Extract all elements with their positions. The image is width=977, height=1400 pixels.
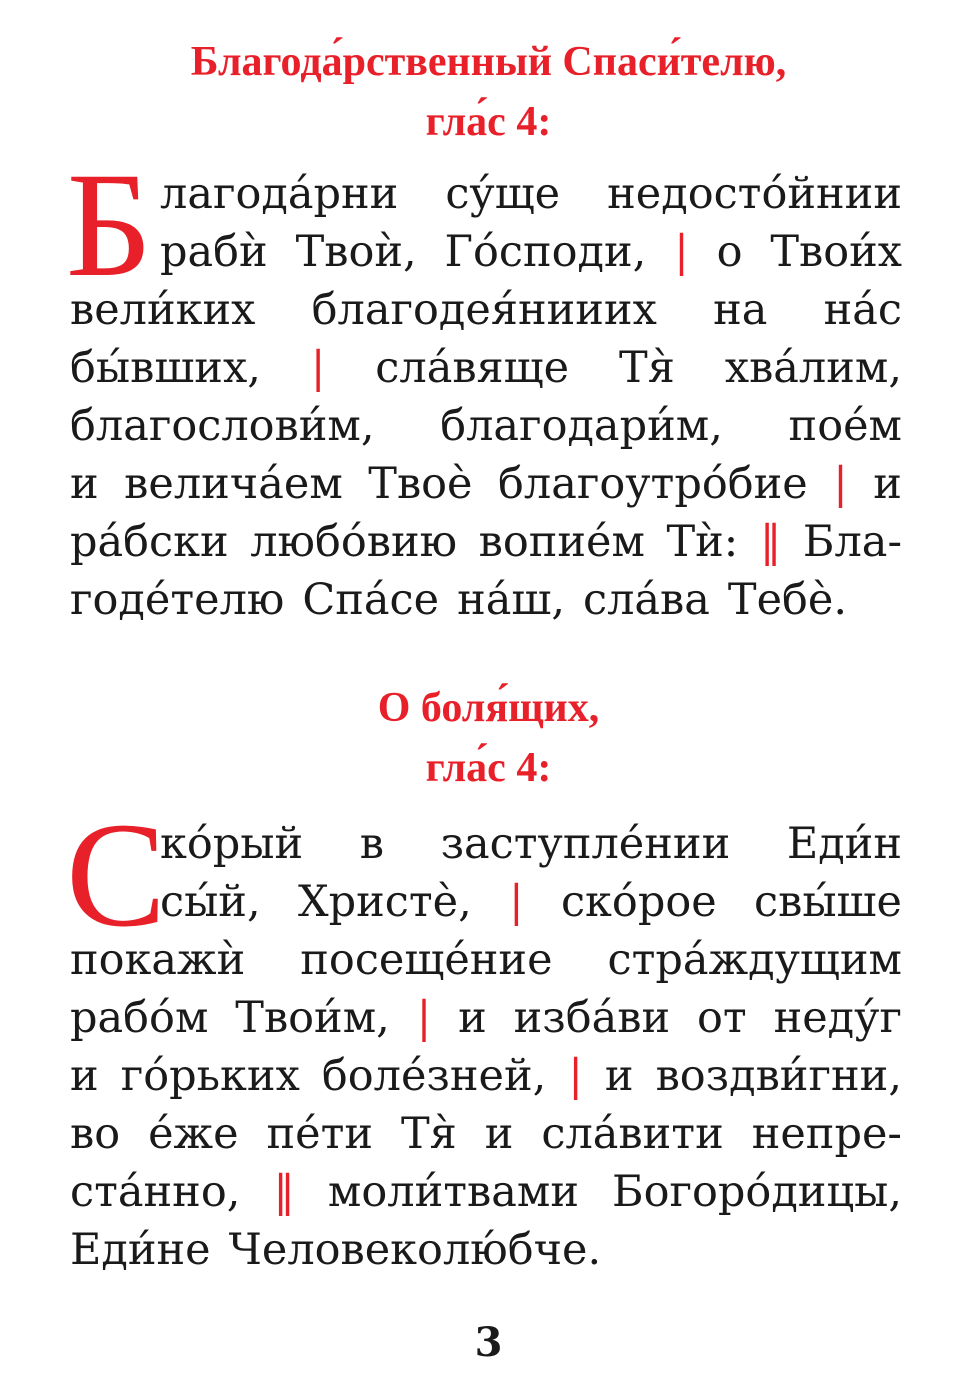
word: велича́ем: [124, 459, 343, 509]
word: изба́ви: [513, 993, 671, 1043]
word: Твоѐ: [368, 459, 473, 509]
word: на́с: [823, 285, 902, 335]
word: рабѝ: [160, 227, 268, 277]
word: благослови́м,: [70, 401, 375, 451]
section2-line: [70, 1163, 902, 1221]
word: вели́ких: [70, 285, 256, 335]
word: Тѝ:: [666, 517, 739, 567]
word: Спа́се: [302, 575, 440, 625]
section2-line: [70, 1047, 902, 1105]
section2-line: [70, 1105, 902, 1163]
page-number: 3: [474, 1319, 503, 1366]
word: Твои́х: [770, 227, 902, 277]
section1-line: [160, 165, 902, 223]
word: Богоро́дицы,: [612, 1167, 902, 1217]
section-2-title: О боля́щих,: [377, 685, 600, 731]
pause-mark: ‖: [759, 517, 782, 567]
word: хва́лим,: [724, 343, 902, 393]
pause-mark: ‖: [273, 1167, 295, 1217]
pause-mark: |: [509, 877, 524, 927]
word: и: [70, 459, 99, 509]
word: ско́рое: [560, 877, 717, 927]
word: сла́ва: [583, 575, 710, 625]
section1-line: [70, 513, 902, 571]
pause-mark: |: [674, 227, 689, 277]
word: покажѝ: [70, 935, 246, 985]
word: стра́ждущим: [607, 935, 902, 985]
word: годе́телю: [70, 575, 285, 625]
word: Еди́не: [70, 1225, 211, 1275]
section1-line: [70, 397, 902, 455]
section1-line: [160, 223, 902, 281]
word: пое́м: [788, 401, 902, 451]
word: го́рьких: [120, 1051, 300, 1101]
word: и: [70, 1051, 99, 1101]
section1-line: [70, 281, 902, 339]
word: благодари́м,: [440, 401, 723, 451]
section-1-tone: гла́с 4:: [425, 99, 552, 145]
word: Христѐ,: [297, 877, 472, 927]
word: на́ш,: [457, 575, 566, 625]
section1-line: [70, 571, 902, 629]
section1-line: [70, 339, 902, 397]
word: ко́рый: [160, 819, 304, 869]
section-2-heading: [0, 678, 977, 798]
pause-mark: |: [416, 993, 432, 1043]
section2-line: [160, 815, 902, 873]
pause-mark: |: [833, 459, 848, 509]
word: благоутро́бие: [498, 459, 808, 509]
word: о: [716, 227, 743, 277]
word: благодея́нииих: [311, 285, 657, 335]
section2-line: [70, 1221, 902, 1279]
word: воздви́гни,: [655, 1051, 902, 1101]
section2-line: [70, 931, 902, 989]
word: сла́вяще: [375, 343, 570, 393]
word: Твои́м,: [235, 993, 390, 1043]
word: и: [604, 1051, 634, 1101]
word: непре-: [751, 1109, 902, 1159]
word: и: [484, 1109, 514, 1159]
word: недосто́йнии: [607, 169, 902, 219]
word: пе́ти: [266, 1109, 374, 1159]
word: боле́зней,: [321, 1051, 547, 1101]
word: в: [359, 819, 384, 869]
word: неду́г: [773, 993, 902, 1043]
word: ра́бски: [70, 517, 229, 567]
word: Твоѝ,: [295, 227, 417, 277]
word: лагода́рни: [160, 169, 399, 219]
word: бы́вших,: [70, 343, 261, 393]
word: во: [70, 1109, 121, 1159]
word: е́же: [148, 1109, 239, 1159]
word: от: [697, 993, 747, 1043]
word: на: [713, 285, 768, 335]
section2-line: [70, 989, 902, 1047]
section-1-dropcap: Б: [66, 142, 153, 308]
word: ста́нно,: [70, 1167, 241, 1217]
word: Тя̀: [400, 1109, 457, 1159]
section1-line: [70, 455, 902, 513]
pause-mark: |: [568, 1051, 583, 1101]
word: сла́вити: [541, 1109, 724, 1159]
section2-line: [160, 873, 902, 931]
word: и: [873, 459, 902, 509]
word: Человеколю́бче.: [228, 1225, 602, 1275]
section-1-title: Благода́рственный Спаси́телю,: [190, 39, 787, 85]
word: вопие́м: [478, 517, 645, 567]
word: Тя̀: [619, 343, 675, 393]
word: Тебѐ.: [727, 575, 848, 625]
word: посеще́ние: [300, 935, 553, 985]
section-2-dropcap: С: [66, 792, 167, 958]
word: заступле́нии: [440, 819, 731, 869]
word: Бла-: [802, 517, 902, 567]
word: моли́твами: [327, 1167, 579, 1217]
word: Го́споди,: [444, 227, 647, 277]
word: су́ще: [445, 169, 561, 219]
pause-mark: |: [310, 343, 326, 393]
word: Еди́н: [786, 819, 902, 869]
word: рабо́м: [70, 993, 209, 1043]
section-1-heading: [0, 32, 977, 152]
word: сы́й,: [160, 877, 261, 927]
section-2-tone: гла́с 4:: [425, 745, 552, 791]
word: свы́ше: [754, 877, 902, 927]
word: любо́вию: [250, 517, 458, 567]
word: и: [458, 993, 487, 1043]
